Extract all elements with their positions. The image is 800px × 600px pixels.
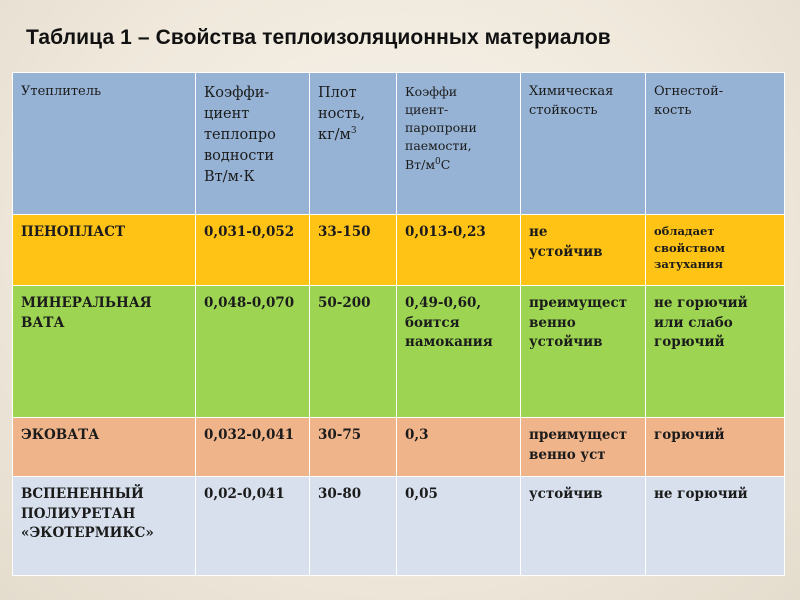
cell-material-name: МИНЕРАЛЬНАЯ ВАТА [13, 286, 196, 418]
materials-table [12, 72, 785, 576]
table-row [13, 286, 785, 418]
cell-conductivity: 0,031-0,052 [196, 215, 310, 286]
page-title: Таблица 1 – Свойства теплоизоляционных материалов [26, 26, 611, 49]
cell-vapor-permeability: 0,05 [397, 477, 521, 576]
header-insulator: Утеплитель [13, 73, 196, 215]
cell-density: 30-75 [310, 418, 397, 477]
cell-chemical-resistance: не устойчив [521, 215, 646, 286]
cell-conductivity: 0,02-0,041 [196, 477, 310, 576]
cell-density: 30-80 [310, 477, 397, 576]
header-fire-resistance: Огнестой- кость [646, 73, 785, 215]
cell-material-name: ПЕНОПЛАСТ [13, 215, 196, 286]
cell-material-name: ВСПЕНЕННЫЙ ПОЛИУРЕТАН «ЭКОТЕРМИКС» [13, 477, 196, 576]
table-row [13, 477, 785, 576]
cell-vapor-permeability: 0,3 [397, 418, 521, 477]
cell-fire-resistance: обладает свойством затухания [646, 215, 785, 286]
table-row [13, 418, 785, 477]
cell-vapor-permeability: 0,013-0,23 [397, 215, 521, 286]
cell-fire-resistance: горючий [646, 418, 785, 477]
cell-material-name: ЭКОВАТА [13, 418, 196, 477]
header-vapor-permeability: Коэффи циент- паропрони паемости, $Вт/м^0С$ [397, 73, 521, 215]
cell-conductivity: 0,032-0,041 [196, 418, 310, 477]
table-header-row [13, 73, 785, 215]
cell-vapor-permeability: 0,49-0,60, боится намокания [397, 286, 521, 418]
cell-chemical-resistance: преимущест венно устойчив [521, 286, 646, 418]
cell-fire-resistance: не горючий или слабо горючий [646, 286, 785, 418]
table-row [13, 215, 785, 286]
cell-chemical-resistance: преимущест венно уст [521, 418, 646, 477]
cell-density: 50-200 [310, 286, 397, 418]
cell-density: 33-150 [310, 215, 397, 286]
cell-fire-resistance: не горючий [646, 477, 785, 576]
header-density: Плот ность, $кг/м^3$ [310, 73, 397, 215]
header-thermal-conductivity: Коэффи- циент теплопро водности Вт/м·К [196, 73, 310, 215]
cell-chemical-resistance: устойчив [521, 477, 646, 576]
cell-conductivity: 0,048-0,070 [196, 286, 310, 418]
header-chemical-resistance: Химическая стойкость [521, 73, 646, 215]
